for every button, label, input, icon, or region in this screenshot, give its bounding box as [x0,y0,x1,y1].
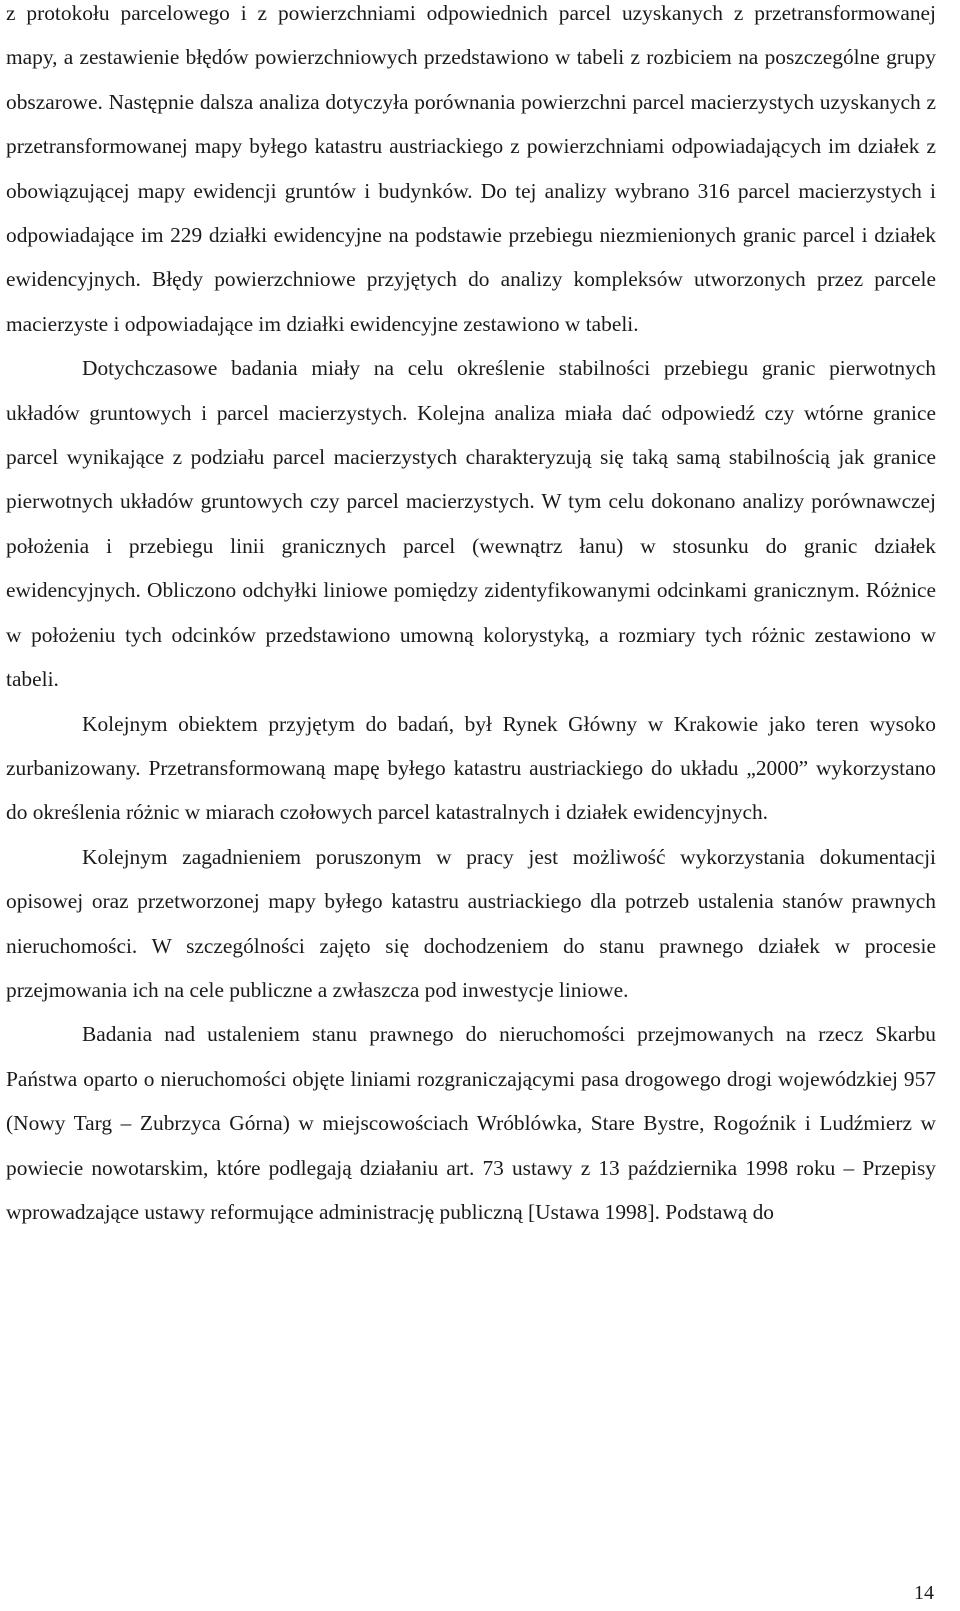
body-paragraph-4: Kolejnym zagadnieniem poruszonym w pracy jest możliwość wykorzystania dokumentacji opisowej oraz przetworzonej mapy byłego katastru austriackiego dla potrzeb ustalenia stanów prawnych nieruchomości. W szczególności zajęto się dochodzeniem do stanu prawnego działek w procesie przejmowania ich na cele publiczne a zwłaszcza pod inwestycje liniowe. [6,844,936,1002]
page-number: 14 [914,1582,934,1604]
body-paragraph-5: Badania nad ustaleniem stanu prawnego do nieruchomości przejmowanych na rzecz Skarbu Państwa oparto o nieruchomości objęte liniami rozgraniczającymi pasa drogowego drogi wojewódzkiej 957 (Nowy Targ – Zubrzyca Górna) w miejscowościach Wróblówka, Stare Bystre, Rogoźnik i Ludźmierz w powiecie nowotarskim, które podlegają działaniu art. 73 ustawy z 13 października 1998 roku – Przepisy wprowadzające ustawy reformujące administrację publiczną [Ustawa 1998]. Podstawą do [6,1022,936,1224]
document-page [6,0,936,1234]
body-paragraph-1: z protokołu parcelowego i z powierzchniami odpowiednich parcel uzyskanych z przetransformowanej mapy, a zestawienie błędów powierzchniowych przedstawiono w tabeli z rozbiciem na poszczególne grupy obszarowe. Następnie dalsza analiza dotyczyła porównania powierzchni parcel macierzystych uzyskanych z przetransformowanej mapy byłego katastru austriackiego z powierzchniami odpowiadających im działek z obowiązującej mapy ewidencji gruntów i budynków. Do tej analizy wybrano 316 parcel macierzystych i odpowiadające im 229 działki ewidencyjne na podstawie przebiegu niezmienionych granic parcel i działek ewidencyjnych. Błędy powierzchniowe przyjętych do analizy kompleksów utworzonych przez parcele macierzyste i odpowiadające im działki ewidencyjne zestawiono w tabeli. [6,1,936,336]
body-paragraph-3: Kolejnym obiektem przyjętym do badań, był Rynek Główny w Krakowie jako teren wysoko zurbanizowany. Przetransformowaną mapę byłego katastru austriackiego do układu „2000” wykorzystano do określenia różnic w miarach czołowych parcel katastralnych i działek ewidencyjnych. [6,711,936,825]
body-paragraph-2: Dotychczasowe badania miały na celu określenie stabilności przebiegu granic pierwotnych układów gruntowych i parcel macierzystych. Kolejna analiza miała dać odpowiedź czy wtórne granice parcel wynikające z podziału parcel macierzystych charakteryzują się taką samą stabilnością jak granice pierwotnych układów gruntowych czy parcel macierzystych. W tym celu dokonano analizy porównawczej położenia i przebiegu linii granicznych parcel (wewnątrz łanu) w stosunku do granic działek ewidencyjnych. Obliczono odchyłki liniowe pomiędzy zidentyfikowanymi odcinkami granicznym. Różnice w położeniu tych odcinków przedstawiono umowną kolorystyką, a rozmiary tych różnic zestawiono w tabeli. [6,356,936,692]
